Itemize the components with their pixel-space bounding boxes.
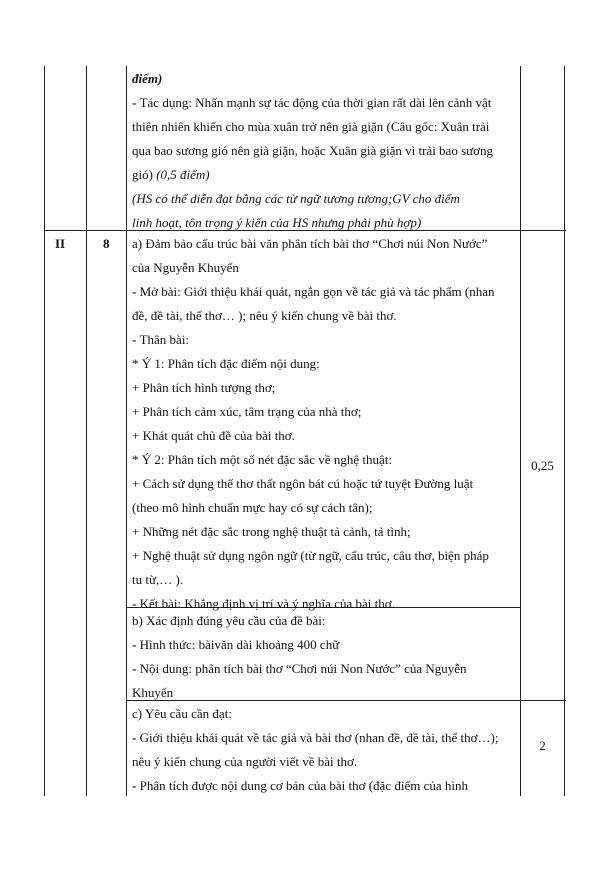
text-line (132, 304, 516, 328)
text-run: linh hoạt, tôn trọng ý kiến của HS nhưng phải phù hợp) (132, 215, 422, 230)
text-run: điểm) (132, 71, 163, 86)
text-line (132, 702, 516, 726)
text-line (132, 256, 516, 280)
part-c-content (132, 702, 516, 798)
row1-content (132, 67, 516, 235)
text-run: a) Đảm bảo cấu trúc bài văn phân tích bài thơ “Chơi núi Non Nước” (132, 236, 488, 251)
text-run: - (132, 596, 140, 611)
text-run: thiên nhiên khiến cho mùa xuân trở nên già giặn (Câu gốc: Xuân trải (132, 119, 490, 134)
text-run: gió) (132, 167, 157, 182)
table-divider-3 (520, 66, 521, 796)
text-line (132, 424, 516, 448)
text-line (132, 520, 516, 544)
text-run: Hình thức: bàivăn dài khoảng 400 chữ (139, 637, 340, 652)
text-run: tu từ,… ). (132, 572, 184, 587)
text-run: * Ý 1: Phân tích đặc điểm nội dung: (132, 356, 320, 371)
text-line (132, 400, 516, 424)
text-line (132, 496, 516, 520)
text-run: của Nguyễn Khuyến (132, 260, 239, 275)
text-run: - (132, 730, 140, 745)
text-run: (theo mô hình chuẩn mực hay có sự cách tân); (132, 500, 373, 515)
text-run: * Ý 2: Phân tích một số nét đặc sắc về nghệ thuật: (132, 452, 392, 467)
text-line (132, 139, 516, 163)
text-line (132, 232, 516, 256)
text-line (132, 163, 516, 187)
table-divider-1 (86, 66, 87, 796)
text-line (132, 448, 516, 472)
text-line (132, 115, 516, 139)
text-line (132, 633, 516, 657)
table-divider-2 (126, 66, 127, 796)
text-run: + Phân tích cảm xúc, tâm trạng của nhà thơ; (132, 404, 362, 419)
text-line (132, 187, 516, 211)
part-b-content (132, 609, 516, 705)
text-run: nêu ý kiến chung của người viết về bài thơ. (132, 754, 358, 769)
text-line (132, 544, 516, 568)
text-run: - (132, 778, 140, 793)
text-line (132, 472, 516, 496)
text-line (132, 609, 516, 633)
text-run: Phân tích được nội dung cơ bản của bài thơ (đặc điểm của hình (139, 778, 468, 793)
text-run: Khuyến (132, 685, 174, 700)
part-c-score: 2 (539, 738, 546, 753)
text-run: + Phân tích hình tượng thơ; (132, 380, 276, 395)
section-number: II (55, 236, 66, 251)
text-run: qua bao sương gió nên già giặn, hoặc Xuân già giặn vì trải bao sương (132, 143, 494, 158)
text-run: (HS có thể diễn đạt bằng các từ ngữ tương tương;GV cho điểm (132, 191, 460, 206)
text-line (132, 352, 516, 376)
text-run: - (132, 95, 140, 110)
table-border-left (44, 66, 45, 796)
text-run: Kết bài: Khẳng định vị trí và ý nghĩa của bài thơ. (139, 596, 395, 611)
text-line (132, 774, 516, 798)
text-run: Thân bài: (139, 332, 190, 347)
text-line (132, 376, 516, 400)
text-line (132, 67, 516, 91)
text-line (132, 750, 516, 774)
text-run: + Cách sử dụng thể thơ thất ngôn bát cú hoặc tứ tuyệt Đường luật (132, 476, 474, 491)
text-run: + Khát quát chủ đề của bài thơ. (132, 428, 295, 443)
text-run: (0,5 điểm) (156, 167, 210, 182)
text-run: Giới thiệu khái quát về tác giả và bài thơ (nhan đề, đề tài, thể thơ…); (139, 730, 499, 745)
points-value: 8 (103, 236, 110, 251)
text-run: đề, đề tài, thể thơ… ); nêu ý kiến chung về bài thơ. (132, 308, 397, 323)
text-run: Mở bài: Giới thiệu khái quát, ngắn gọn về tác giả và tác phẩm (nhan (139, 284, 495, 299)
text-run: - (132, 661, 140, 676)
text-run: b) Xác định đúng yêu cầu của đề bài: (132, 613, 326, 628)
text-line (132, 568, 516, 592)
text-run: c) Yêu cầu cần đạt: (132, 706, 232, 721)
part-a-score: 0,25 (531, 458, 554, 473)
text-run: Tác dụng: Nhấn mạnh sự tác động của thời gian rất dài lên cảnh vật (139, 95, 492, 110)
text-line (132, 328, 516, 352)
text-run: - (132, 332, 140, 347)
answer-table (44, 66, 566, 796)
text-line (132, 726, 516, 750)
text-run: Nội dung: phân tích bài thơ “Chơi núi Non Nước” của Nguyễn (139, 661, 467, 676)
table-border-right (564, 66, 565, 796)
part-a-content (132, 232, 516, 616)
text-line (132, 280, 516, 304)
text-run: + Nghệ thuật sử dụng ngôn ngữ (từ ngữ, cấu trúc, câu thơ, biện pháp (132, 548, 489, 563)
text-line (132, 91, 516, 115)
text-run: - (132, 284, 140, 299)
text-line (132, 657, 516, 681)
text-run: - (132, 637, 140, 652)
text-run: + Những nét đặc sắc trong nghệ thuật tả cảnh, tả tình; (132, 524, 411, 539)
